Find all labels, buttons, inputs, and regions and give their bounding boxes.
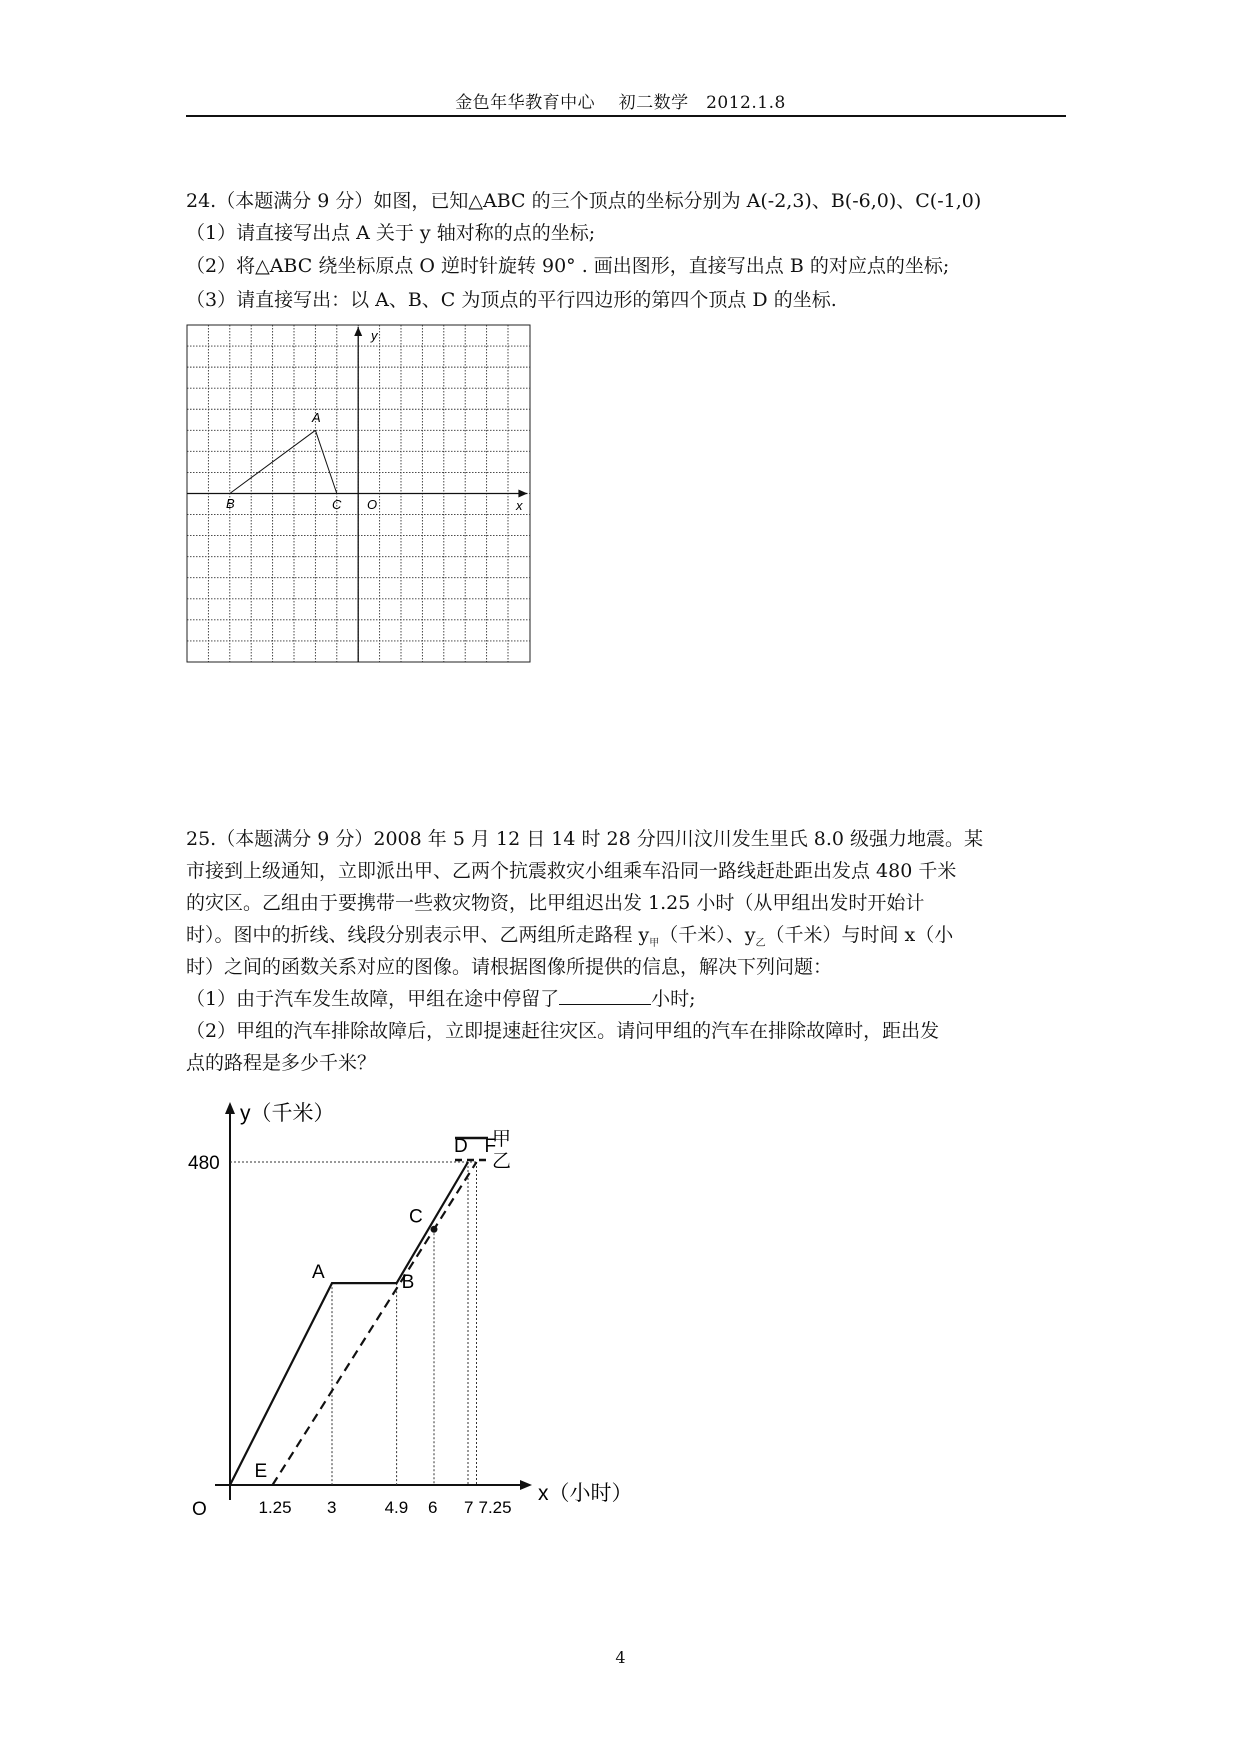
page-number: 4	[615, 1648, 626, 1667]
point-label-C: C	[409, 1206, 423, 1228]
x-axis-arrow	[518, 489, 527, 497]
point-label-F: F	[484, 1136, 497, 1157]
q25-line-5: 时）之间的函数关系对应的图像。请根据图像所提供的信息，解决下列问题：	[186, 956, 833, 978]
q25-line-8: 点的路程是多少千米？	[186, 1052, 377, 1074]
chart-y-tick-480: 480	[188, 1153, 220, 1174]
intersection-point-c	[431, 1226, 438, 1233]
point-label-D: D	[454, 1136, 468, 1157]
point-label-E: E	[254, 1461, 268, 1482]
q24-line-1: 24.（本题满分 9 分）如图，已知△ABC 的三个顶点的坐标分别为 A(-2,3)、B(-6,0)、C(-1,0)	[186, 190, 982, 212]
q24-line-4: （3）请直接写出：以 A、B、C 为顶点的平行四边形的第四个顶点 D 的坐标.	[186, 289, 837, 311]
y-yi-subscript: 乙	[755, 937, 766, 949]
q25-line-2: 市接到上级通知，立即派出甲、乙两个抗震救灾小组乘车沿同一路线赶赴距出发点 480 千米	[186, 860, 957, 882]
q25-line-7: （2）甲组的汽车排除故障后，立即提速赶往灾区。请问甲组的汽车在排除故障时，距出发	[186, 1020, 940, 1042]
point-label-B: B	[401, 1272, 415, 1294]
page-header: 金色年华教育中心 初二数学 2012.1.8	[455, 93, 786, 113]
chart-y-arrow	[225, 1102, 235, 1114]
x-tick-label: 7	[464, 1498, 474, 1517]
y-axis-arrow	[354, 327, 362, 336]
y-jia-subscript: 甲	[649, 937, 660, 949]
q24-line-3: （2）将△ABC 绕坐标原点 O 逆时针旋转 90° . 画出图形，直接写出点 B 的对应点的坐标;	[186, 255, 950, 277]
point-c-label: C	[332, 497, 342, 512]
q25-line-4-a: 时）。图中的折线、线段分别表示甲、乙两组所走路程 y	[186, 924, 650, 946]
origin-label: O	[367, 497, 378, 512]
x-tick-label: 6	[428, 1498, 438, 1517]
x-tick-label: 7.25	[478, 1498, 512, 1517]
segment-ac	[315, 430, 336, 493]
chart-x-label: x（小时）	[538, 1482, 633, 1505]
distance-time-chart	[180, 1080, 660, 1520]
point-a-label: A	[312, 410, 321, 425]
q25-line-6-b: 小时;	[651, 988, 696, 1010]
series-乙	[273, 1162, 477, 1485]
q24-line-2: （1）请直接写出点 A 关于 y 轴对称的点的坐标;	[186, 222, 596, 244]
grid-y-label: y	[371, 328, 378, 343]
q25-line-6-a: （1）由于汽车发生故障，甲组在途中停留了	[186, 988, 560, 1010]
q25-line-6	[186, 986, 696, 1012]
point-b-label: B	[226, 496, 235, 511]
chart-x-arrow	[520, 1480, 532, 1490]
point-label-A: A	[312, 1262, 325, 1284]
legend-label-甲: 甲	[492, 1129, 512, 1150]
answer-blank	[559, 986, 651, 1005]
x-tick-label: 1.25	[258, 1498, 292, 1517]
x-tick-label: 4.9	[384, 1498, 409, 1517]
chart-y-label: y（千米）	[240, 1102, 335, 1125]
q25-line-4-c: （千米）与时间 x（小	[765, 924, 954, 946]
q25-line-4	[186, 922, 953, 957]
coordinate-grid	[186, 324, 536, 669]
q25-line-4-b: （千米）、y	[659, 924, 756, 946]
q25-line-3: 的灾区。乙组由于要携带一些救灾物资，比甲组迟出发 1.25 小时（从甲组出发时开始计	[186, 892, 925, 914]
x-tick-label: 3	[327, 1498, 337, 1517]
legend-label-乙: 乙	[492, 1151, 512, 1172]
series-甲	[230, 1162, 468, 1485]
grid-x-label: x	[516, 498, 523, 513]
chart-origin: O	[192, 1499, 207, 1520]
header-rule	[186, 115, 1066, 117]
q25-line-1: 25.（本题满分 9 分）2008 年 5 月 12 日 14 时 28 分四川汶川发生里氏 8.0 级强力地震。某	[186, 828, 984, 850]
